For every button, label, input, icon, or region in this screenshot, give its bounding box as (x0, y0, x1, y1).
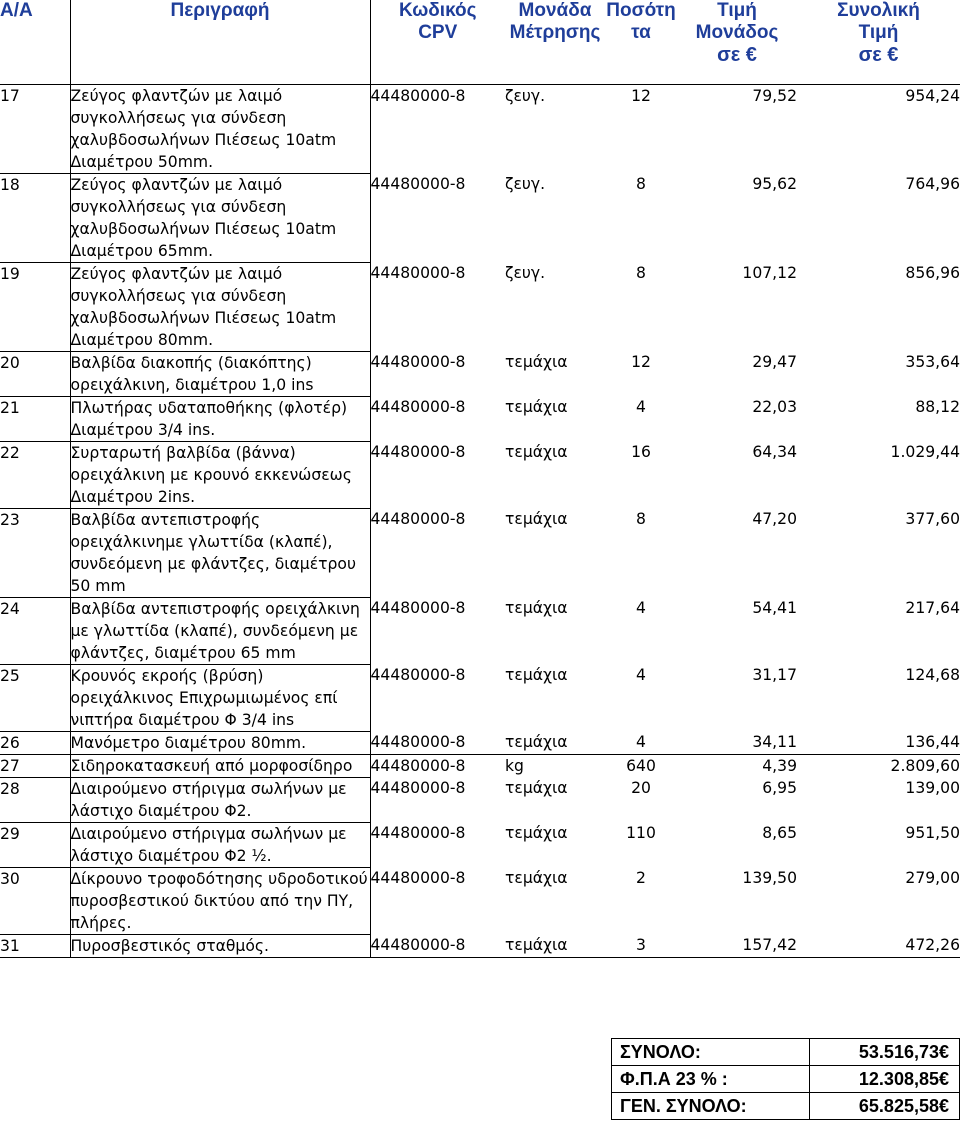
row-total-price: 951,50 (905, 824, 960, 842)
row-unit: ζευγ. (505, 86, 546, 105)
table-row (0, 173, 960, 262)
row-description: Βαλβίδα αντεπιστροφής ορειχάλκινημε γλωττίδα (κλαπέ), συνδεόμενη με φλάντζες, διαμέτρου 50 mm (70, 508, 370, 597)
row-cpv-code: 44480000-8 (370, 869, 466, 887)
row-quantity: 16 (631, 443, 651, 461)
table-row (0, 597, 960, 664)
row-unit-price: 8,65 (762, 824, 797, 842)
row-description: Πλωτήρας υδαταποθήκης (φλοτέρ) Διαμέτρου 3/4 ins. (70, 396, 370, 441)
row-number: 29 (0, 822, 70, 867)
row-unit-price: 107,12 (742, 264, 797, 282)
row-unit: τεμάχια (505, 824, 568, 842)
row-number: 30 (0, 867, 70, 934)
row-total-price: 353,64 (905, 353, 960, 371)
row-quantity: 4 (605, 731, 677, 754)
row-quantity: 640 (626, 756, 656, 775)
row-unit: ζευγ. (505, 175, 546, 193)
row-number: 22 (0, 441, 70, 508)
row-description: Πυροσβεστικός σταθμός. (70, 934, 370, 957)
row-cpv-code: 44480000-8 (370, 86, 466, 105)
row-unit: kg (505, 756, 524, 775)
header-aa: Α/Α (0, 0, 70, 84)
table-row (0, 84, 960, 173)
summary-sum-label: ΣΥΝΟΛΟ: (612, 1039, 810, 1066)
row-quantity: 8 (636, 175, 646, 193)
row-unit-price: 157,42 (677, 934, 797, 957)
row-unit: τεμάχια (505, 934, 605, 957)
table-row (0, 508, 960, 597)
row-unit: τεμάχια (505, 731, 605, 754)
row-cpv-code: 44480000-8 (370, 731, 505, 754)
summary-grand-row (612, 1093, 960, 1120)
row-total-price: 88,12 (915, 398, 960, 416)
row-description: Μανόμετρο διαμέτρου 80mm. (70, 731, 370, 754)
row-total-price: 139,00 (905, 779, 960, 797)
row-total-price: 377,60 (905, 510, 960, 528)
row-cpv-code: 44480000-8 (370, 398, 466, 416)
row-cpv-code: 44480000-8 (370, 666, 466, 684)
row-description: Διαιρούμενο στήριγμα σωλήνων με λάστιχο διαμέτρου Φ2. (70, 777, 370, 822)
table-row (0, 822, 960, 867)
row-number: 17 (0, 84, 70, 173)
row-unit-price: 6,95 (762, 779, 797, 797)
row-description: Σιδηροκατασκευή από μορφοσίδηρο (70, 754, 370, 777)
header-quantity: Ποσότη τα (605, 0, 677, 84)
table-row (0, 754, 960, 777)
row-unit-price: 34,11 (677, 731, 797, 754)
row-unit-price: 31,17 (752, 666, 797, 684)
row-quantity: 8 (636, 264, 646, 282)
row-cpv-code: 44480000-8 (370, 779, 466, 797)
row-total-price: 124,68 (905, 666, 960, 684)
row-total-price: 2.809,60 (890, 756, 960, 775)
row-total-price: 136,44 (797, 731, 960, 754)
header-unit-price: Τιμή Μονάδος σε € (677, 0, 797, 84)
row-cpv-code: 44480000-8 (370, 264, 466, 282)
row-description: Ζεύγος φλαντζών με λαιμό συγκολλήσεως για σύνδεση χαλυβδοσωλήνων Πιέσεως 10atm Διαμέτρου 65mm. (70, 173, 370, 262)
row-cpv-code: 44480000-8 (370, 353, 466, 371)
row-unit-price: 64,34 (752, 443, 797, 461)
row-cpv-code: 44480000-8 (370, 756, 466, 775)
table-row (0, 777, 960, 822)
row-total-price: 217,64 (905, 599, 960, 617)
table-row (0, 934, 960, 957)
summary-sum-value: 53.516,73€ (809, 1039, 959, 1066)
row-description: Διαιρούμενο στήριγμα σωλήνων με λάστιχο διαμέτρου Φ2 ½. (70, 822, 370, 867)
summary-grand-value: 65.825,58€ (809, 1093, 959, 1120)
row-cpv-code: 44480000-8 (370, 934, 505, 957)
row-quantity: 3 (605, 934, 677, 957)
table-row (0, 731, 960, 754)
row-number: 21 (0, 396, 70, 441)
row-number: 18 (0, 173, 70, 262)
row-cpv-code: 44480000-8 (370, 175, 466, 193)
row-number: 26 (0, 731, 70, 754)
table-row (0, 867, 960, 934)
row-total-price: 954,24 (905, 86, 960, 105)
row-quantity: 110 (626, 824, 656, 842)
row-unit: τεμάχια (505, 779, 568, 797)
row-unit: τεμάχια (505, 443, 568, 461)
row-number: 27 (0, 754, 70, 777)
row-description: Βαλβίδα διακοπής (διακόπτης) ορειχάλκινη, διαμέτρου 1,0 ins (70, 351, 370, 396)
row-number: 20 (0, 351, 70, 396)
row-quantity: 4 (636, 666, 646, 684)
row-number: 25 (0, 664, 70, 731)
summary-vat-row (612, 1066, 960, 1093)
table-header-row (0, 0, 960, 84)
table-row (0, 262, 960, 351)
row-unit-price: 22,03 (752, 398, 797, 416)
table-row (0, 664, 960, 731)
row-description: Κρουνός εκροής (βρύση) ορειχάλκινος Επιχρωμιωμένος επί νιπτήρα διαμέτρου Φ 3/4 ins (70, 664, 370, 731)
row-unit: τεμάχια (505, 599, 568, 617)
summary-vat-label: Φ.Π.Α 23 % : (612, 1066, 810, 1093)
row-unit-price: 95,62 (752, 175, 797, 193)
row-total-price: 472,26 (797, 934, 960, 957)
row-quantity: 4 (636, 599, 646, 617)
row-unit-price: 47,20 (752, 510, 797, 528)
row-number: 23 (0, 508, 70, 597)
row-quantity: 12 (631, 353, 651, 371)
header-description: Περιγραφή (70, 0, 370, 84)
header-total-price: Συνολική Τιμή σε € (797, 0, 960, 84)
row-cpv-code: 44480000-8 (370, 443, 466, 461)
row-total-price: 279,00 (905, 869, 960, 887)
row-quantity: 12 (631, 86, 651, 105)
row-description: Βαλβίδα αντεπιστροφής ορειχάλκινη με γλωττίδα (κλαπέ), συνδεόμενη με φλάντζες, διαμέτρου 65 mm (70, 597, 370, 664)
summary-grand-label: ΓΕΝ. ΣΥΝΟΛΟ: (612, 1093, 810, 1120)
header-unit: Μονάδα Μέτρησης (505, 0, 605, 84)
row-quantity: 2 (636, 869, 646, 887)
table-row (0, 441, 960, 508)
row-number: 31 (0, 934, 70, 957)
row-unit: τεμάχια (505, 869, 568, 887)
row-quantity: 20 (631, 779, 651, 797)
row-unit-price: 139,50 (742, 869, 797, 887)
row-total-price: 856,96 (905, 264, 960, 282)
row-number: 28 (0, 777, 70, 822)
row-cpv-code: 44480000-8 (370, 510, 466, 528)
row-unit: τεμάχια (505, 510, 568, 528)
row-unit-price: 54,41 (752, 599, 797, 617)
row-unit-price: 79,52 (752, 86, 797, 105)
row-total-price: 764,96 (905, 175, 960, 193)
row-number: 19 (0, 262, 70, 351)
row-description: Δίκρουνο τροφοδότησης υδροδοτικού πυροσβεστικού δικτύου από την ΠΥ, πλήρες. (70, 867, 370, 934)
row-description: Συρταρωτή βαλβίδα (βάννα) ορειχάλκινη με κρουνό εκκενώσεως Διαμέτρου 2ins. (70, 441, 370, 508)
row-unit: τεμάχια (505, 398, 568, 416)
row-cpv-code: 44480000-8 (370, 824, 466, 842)
row-number: 24 (0, 597, 70, 664)
row-quantity: 8 (636, 510, 646, 528)
summary-table (611, 1038, 960, 1120)
row-description: Ζεύγος φλαντζών με λαιμό συγκολλήσεως για σύνδεση χαλυβδοσωλήνων Πιέσεως 10atm Διαμέτρου 80mm. (70, 262, 370, 351)
table-row (0, 396, 960, 441)
row-unit-price: 29,47 (752, 353, 797, 371)
row-cpv-code: 44480000-8 (370, 599, 466, 617)
row-quantity: 4 (636, 398, 646, 416)
row-unit-price: 4,39 (762, 756, 797, 775)
summary-vat-value: 12.308,85€ (809, 1066, 959, 1093)
row-unit: τεμάχια (505, 353, 568, 371)
row-unit: τεμάχια (505, 666, 568, 684)
row-unit: ζευγ. (505, 264, 546, 282)
header-cpv: Κωδικός CPV (370, 0, 505, 84)
row-total-price: 1.029,44 (890, 443, 960, 461)
summary-sum-row (612, 1039, 960, 1066)
row-description: Ζεύγος φλαντζών με λαιμό συγκολλήσεως για σύνδεση χαλυβδοσωλήνων Πιέσεως 10atm Διαμέτρου 50mm. (70, 84, 370, 173)
table-row (0, 351, 960, 396)
